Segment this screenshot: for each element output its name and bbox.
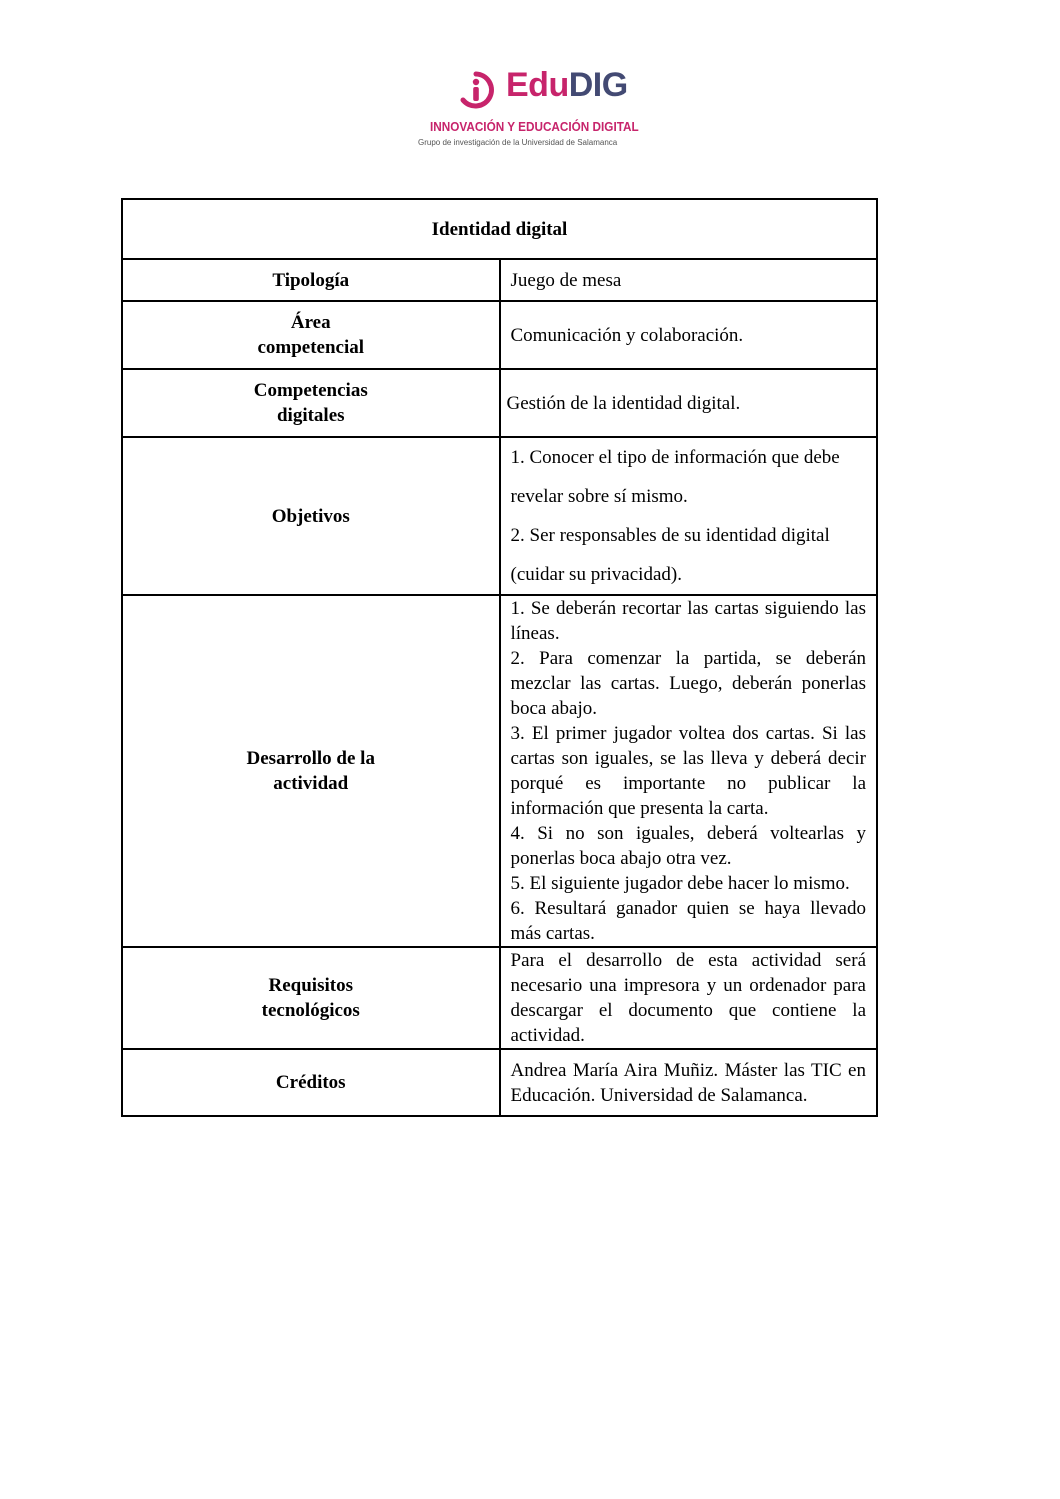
tipologia-value: Juego de mesa <box>500 259 878 301</box>
desarrollo-step: 2. Para comenzar la partida, se deberán mezclar las cartas. Luego, deberán ponerlas boca abajo. <box>510 648 866 719</box>
competencias-row <box>122 369 877 437</box>
competencias-value: Gestión de la identidad digital. <box>500 369 878 437</box>
area-row <box>122 301 877 369</box>
edudig-logo <box>418 64 639 154</box>
creditos-row <box>122 1049 877 1116</box>
area-value: Comunicación y colaboración. <box>500 301 878 369</box>
desarrollo-step: 5. El siguiente jugador debe hacer lo mismo. <box>510 873 850 894</box>
objetivo-item: 1. Conocer el tipo de información que debe revelar sobre sí mismo. <box>510 447 840 507</box>
requisitos-label-line-1: Requisitos <box>268 975 353 996</box>
desarrollo-steps <box>500 595 878 947</box>
desarrollo-label-line-1: Desarrollo de la <box>246 748 375 769</box>
area-label-line-2: competencial <box>257 337 365 358</box>
requisitos-label <box>122 947 500 1049</box>
competencias-label-line-2: digitales <box>276 405 345 426</box>
objetivos-label: Objetivos <box>122 437 500 595</box>
desarrollo-step: 3. El primer jugador voltea dos cartas. Si las cartas son iguales, se las lleva y deberá decir porqué es importante no publicar la información que presenta la carta. <box>510 723 866 819</box>
tipologia-label: Tipología <box>122 259 500 301</box>
creditos-label: Créditos <box>122 1049 500 1116</box>
requisitos-row <box>122 947 877 1049</box>
area-label-line-1: Área <box>290 312 331 333</box>
title-row <box>122 199 877 259</box>
logo-caption: Grupo de investigación de la Universidad de Salamanca <box>418 138 618 147</box>
sheet-title: Identidad digital <box>122 199 877 259</box>
logo-wordmark <box>506 66 628 105</box>
competencias-label-line-1: Competencias <box>253 380 368 401</box>
logo-edu-text: Edu <box>506 66 569 104</box>
requisitos-value: Para el desarrollo de esta actividad será necesario una impresora y un ordenador para descargar el documento que contiene la actividad. <box>500 947 878 1049</box>
area-label <box>122 301 500 369</box>
objetivos-list <box>500 437 878 595</box>
objetivos-row <box>122 437 877 595</box>
desarrollo-label <box>122 595 500 947</box>
desarrollo-label-line-2: actividad <box>273 773 349 794</box>
desarrollo-step: 1. Se deberán recortar las cartas siguiendo las líneas. <box>510 598 866 644</box>
competencias-label <box>122 369 500 437</box>
activity-sheet-table <box>121 198 878 1117</box>
desarrollo-row <box>122 595 877 947</box>
requisitos-label-line-2: tecnológicos <box>261 1000 360 1021</box>
logo-subtitle: INNOVACIÓN Y EDUCACIÓN DIGITAL <box>430 120 639 134</box>
logo-dig-text: DIG <box>568 66 628 104</box>
i-in-circle-icon <box>456 70 496 110</box>
desarrollo-step: 4. Si no son iguales, deberá voltearlas y ponerlas boca abajo otra vez. <box>510 823 866 869</box>
tipologia-row <box>122 259 877 301</box>
creditos-value: Andrea María Aira Muñiz. Máster las TIC en Educación. Universidad de Salamanca. <box>500 1049 878 1116</box>
objetivo-item: 2. Ser responsables de su identidad digital (cuidar su privacidad). <box>510 525 830 585</box>
desarrollo-step: 6. Resultará ganador quien se haya llevado más cartas. <box>510 898 866 944</box>
